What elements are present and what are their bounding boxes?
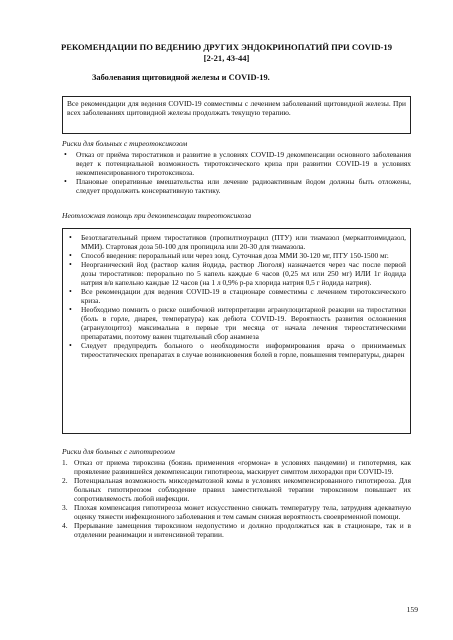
hypothyroidism-heading: Риски для больных с гипотиреозом: [62, 447, 175, 456]
list-item: • Плановые оперативные вмешательства или лечение радиоактивным йодом должны быть отложены, следует продолжить консервативную тактику.: [64, 177, 411, 196]
list-item: 1. Отказ от приема тироксина (боязнь применения «гормона» в условиях пандемии) и гипотермия, как проявление развившейся декомпенсации гипотиреоза, маскирует симптом лихорадки при COVID-19.: [62, 458, 411, 477]
bullet-icon: •: [69, 341, 72, 351]
hypothyroidism-list: [62, 458, 411, 539]
item-number: 1.: [62, 458, 68, 467]
list-item: • Неорганический йод (раствор калия йодида, раствор Люголя) назначается через час после первой дозы тиростатиков: перорально по 5 капель каждые 6 часов (0,25 мл или 250 мг) ИЛИ 1г йодида натрия в/в капельно каждые 12 часов (на 1 л 0,9% р-ра хлорида натрия 0,5 г йодида натрия).: [69, 260, 406, 288]
list-item: • Все рекомендации для ведения COVID-19 в стационаре совместимы с лечением тиротоксического криза.: [69, 287, 406, 306]
list-item: 4. Прерывание замещения тироксином недопустимо и должно продолжаться как в стационаре, так и в отделении реанимации и интенсивной терапии.: [62, 521, 411, 540]
bullet-icon: •: [69, 287, 72, 297]
thyrotoxicosis-list: [62, 150, 411, 195]
list-item: • Необходимо помнить о риске ошибочной интерпретации агранулоцитарной реакции на тиростатики (боль в горле, диарея, температура) как дебюта COVID-19. Вероятность развития осложнения (агранулоцитоз) максимальна в первые три месяца от начала лечения тиреостатическими препаратами, поэтому важен тщательный сбор анамнеза: [69, 305, 406, 342]
page-number: 159: [406, 605, 418, 614]
list-item: • Следует предупредить больного о необходимости информирования врача о принимаемых тиреостатических препаратах в случае возникновения болей в горле, повышения температуры, диарен: [69, 341, 406, 360]
title-line-2: [2-21, 43-44]: [203, 52, 250, 63]
list-item: 2. Потенциальная возможность микседематозной комы в условиях некомпенсированного гипотиреоза. Для больных гипотиреозом соблюдение правил заместительной терапии тироксином повышает их сопротивляемость любой инфекции.: [62, 476, 411, 504]
list-item: • Безотлагательный прием тиростатиков (пропилтиоурацил (ПТУ) или тиамазол (меркаптоимидазол, ММИ). Стартовая доза 50-100 для пропицила или 20-30 для тиамазола.: [69, 233, 406, 252]
bullet-icon: •: [64, 177, 67, 187]
bullet-icon: •: [69, 305, 72, 315]
bullet-icon: •: [69, 233, 72, 242]
list-item: • Способ введения: пероральный или через зонд. Суточная доза ММИ 30-120 мг, ПТУ 150-1500 мг.: [69, 251, 389, 261]
list-item: 3. Плохая компенсация гипотиреоза может искусственно снижать температуру тела, затрудняя адекватную оценку тяжести инфекционного заболевания и тем самым снижая вероятность своевременной помощи.: [62, 503, 411, 522]
page-title: [40, 42, 413, 63]
emergency-list: [67, 233, 406, 359]
thyrotoxicosis-heading: Риски для больных с тиреотоксикозом: [62, 139, 188, 148]
emergency-box: [62, 228, 411, 434]
bullet-icon: •: [69, 251, 72, 261]
list-item: • Отказ от приёма тиростатиков и развитие в условиях COVID-19 декомпенсации основного заболевания ведет к потенциальной возможность тиротоксического криза при развитии COVID-19 в условиях некомпенсированного тиротоксикоза.: [64, 150, 411, 178]
emergency-heading: Неотложная помощь при декомпенсации тиреотоксикоза: [62, 211, 252, 220]
item-number: 3.: [62, 503, 68, 513]
section-subtitle: Заболевания щитовидной железы и COVID-19.: [92, 73, 270, 82]
item-number: 4.: [62, 521, 68, 531]
bullet-icon: •: [64, 150, 67, 159]
intro-box: Все рекомендации для ведения COVID-19 совместимы с лечением заболеваний щитовидной железы. При всех заболеваниях щитовидной железы продолжать текущую терапию.: [62, 96, 411, 134]
title-line-1: РЕКОМЕНДАЦИИ ПО ВЕДЕНИЮ ДРУГИХ ЭНДОКРИНОПАТИЙ ПРИ COVID-19: [60, 42, 392, 52]
bullet-icon: •: [69, 260, 72, 270]
item-number: 2.: [62, 476, 68, 486]
